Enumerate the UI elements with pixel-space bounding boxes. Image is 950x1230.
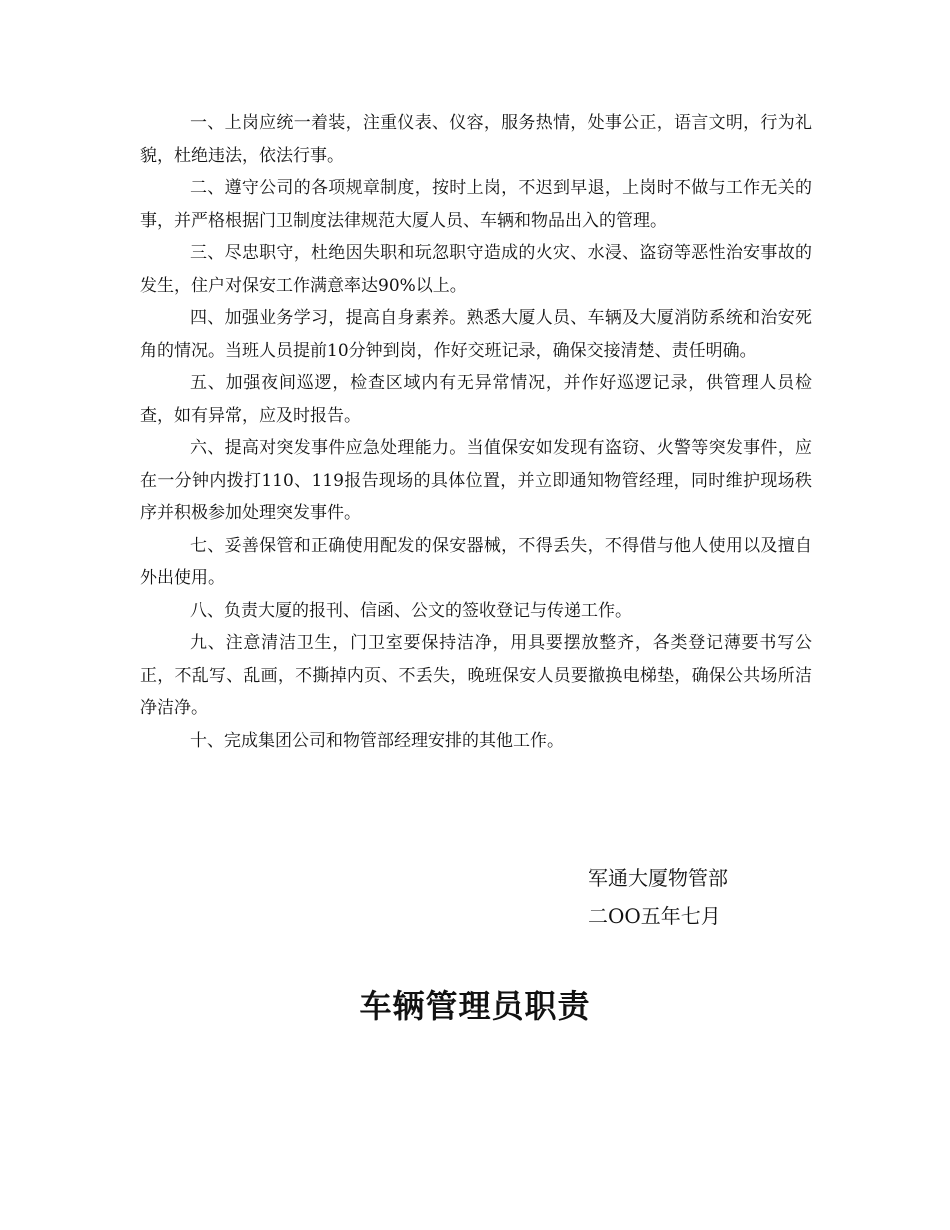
duty-paragraph-3: 三、尽忠职守，杜绝因失职和玩忽职守造成的火灾、水浸、盗窃等恶性治安事故的发生，住户对保安工作满意率达90%以上。: [140, 243, 812, 296]
duty-paragraph-8: 八、负责大厦的报刊、信函、公文的签收登记与传递工作。: [190, 600, 632, 621]
signature-organization: 军通大厦物管部: [588, 866, 728, 890]
section-title: 车辆管理员职责: [359, 987, 591, 1025]
duty-paragraph-4: 四、加强业务学习，提高自身素养。熟悉大厦人员、车辆及大厦消防系统和治安死角的情况。当班人员提前10分钟到岗，作好交班记录，确保交接清楚、责任明确。: [140, 308, 812, 361]
duty-paragraph-5: 五、加强夜间巡逻，检查区域内有无异常情况，并作好巡逻记录，供管理人员检查，如有异常，应及时报告。: [140, 373, 812, 426]
duty-paragraph-10: 十、完成集团公司和物管部经理安排的其他工作。: [190, 730, 564, 751]
signature-date: 二OO五年七月: [588, 904, 721, 928]
duty-paragraph-2: 二、遵守公司的各项规章制度，按时上岗，不迟到早退，上岗时不做与工作无关的事，并严格根据门卫制度法律规范大厦人员、车辆和物品出入的管理。: [140, 178, 812, 231]
duties-list: [140, 107, 812, 757]
duty-paragraph-6: 六、提高对突发事件应急处理能力。当值保安如发现有盗窃、火警等突发事件，应在一分钟内拨打110、119报告现场的具体位置，并立即通知物管经理，同时维护现场秩序并积极参加处理突发事件。: [140, 438, 812, 523]
signature-block: [588, 859, 848, 935]
duty-paragraph-9: 九、注意清洁卫生，门卫室要保持洁净，用具要摆放整齐，各类登记薄要书写公正，不乱写、乱画，不撕掉内页、不丢失，晚班保安人员要撤换电梯垫，确保公共场所洁净洁净。: [140, 633, 812, 718]
duty-paragraph-7: 七、妥善保管和正确使用配发的保安器械，不得丢失，不得借与他人使用以及擅自外出使用。: [140, 535, 812, 588]
duty-paragraph-1: 一、上岗应统一着装，注重仪表、仪容，服务热情，处事公正，语言文明，行为礼貌，杜绝违法，依法行事。: [140, 113, 812, 166]
